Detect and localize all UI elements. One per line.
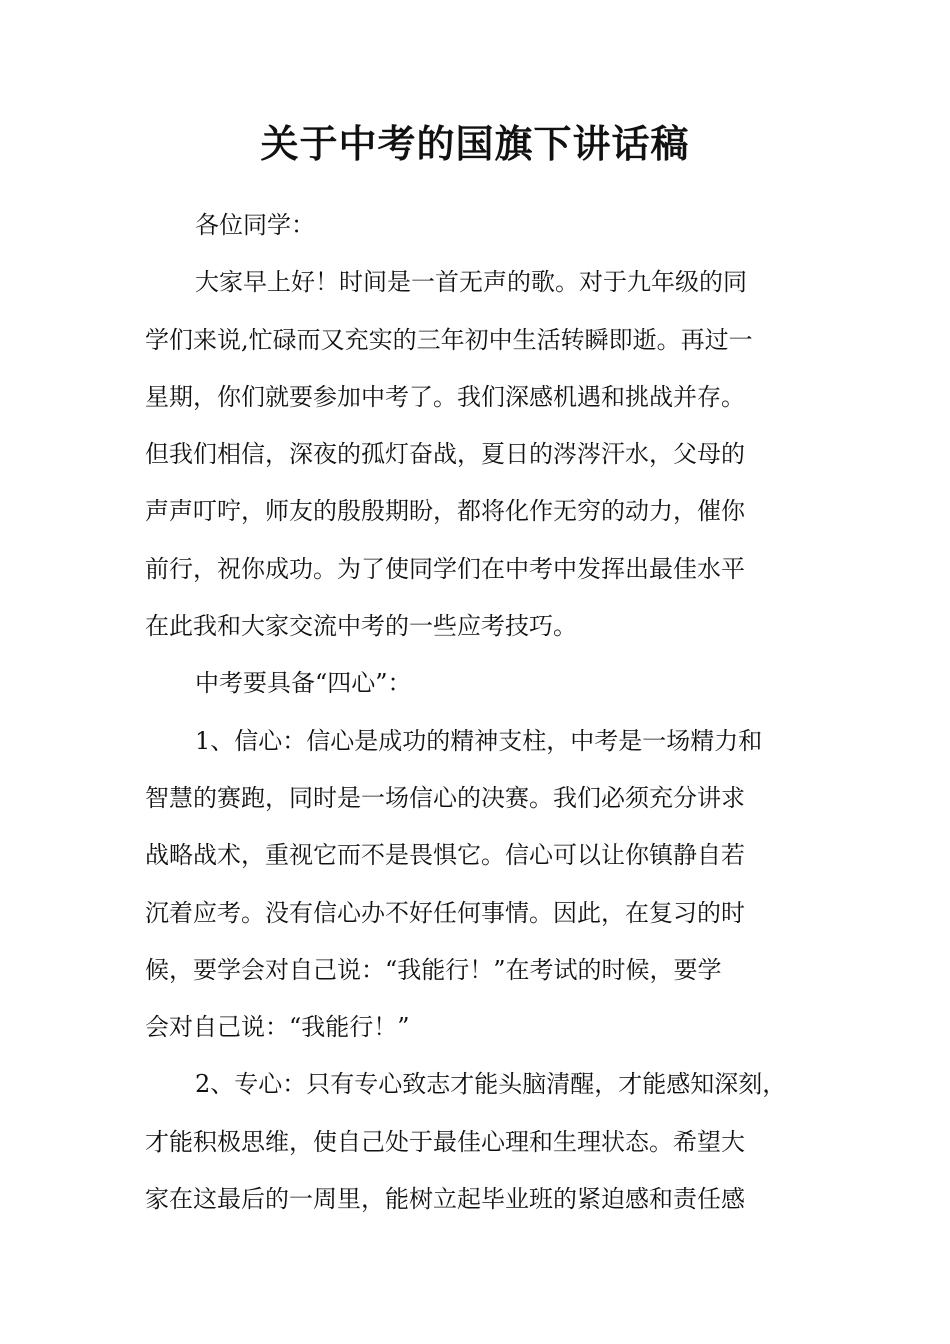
text-line: 家在这最后的一周里，能树立起毕业班的紧迫感和责任感	[145, 1185, 745, 1214]
text-line: 候，要学会对自己说：“我能行！”在考试的时候，要学	[145, 955, 722, 984]
text-line: 但我们相信，深夜的孤灯奋战，夏日的涔涔汗水，父母的	[145, 440, 745, 469]
text-line: 前行，祝你成功。为了使同学们在中考中发挥出最佳水平	[145, 554, 745, 583]
text-line: 在此我和大家交流中考的一些应考技巧。	[145, 612, 577, 641]
text-line: 声声叮咛，师友的殷殷期盼，都将化作无穷的动力，催你	[145, 497, 745, 526]
text-line: 学们来说,忙碌而又充实的三年初中生活转瞬即逝。再过一	[145, 325, 753, 354]
text-line: 智慧的赛跑，同时是一场信心的决赛。我们必须充分讲求	[145, 783, 745, 812]
text-line: 会对自己说：“我能行！”	[145, 1013, 410, 1042]
text-line: 中考要具备“四心”：	[195, 669, 412, 698]
text-line: 才能积极思维，使自己处于最佳心理和生理状态。希望大	[145, 1127, 745, 1156]
text-line: 沉着应考。没有信心办不好任何事情。因此，在复习的时	[145, 898, 745, 927]
text-line: 1、信心：信心是成功的精神支柱，中考是一场精力和	[195, 726, 763, 755]
document-body	[145, 197, 810, 1228]
document-title: 关于中考的国旗下讲话稿	[260, 122, 690, 166]
text-line: 大家早上好！时间是一首无声的歌。对于九年级的同	[195, 268, 747, 297]
text-line: 星期，你们就要参加中考了。我们深感机遇和挑战并存。	[145, 382, 745, 411]
text-line: 战略战术，重视它而不是畏惧它。信心可以让你镇静自若	[145, 841, 745, 870]
text-line: 2、专心：只有专心致志才能头脑清醒，才能感知深刻，	[195, 1070, 787, 1099]
text-line: 各位同学：	[195, 211, 315, 239]
